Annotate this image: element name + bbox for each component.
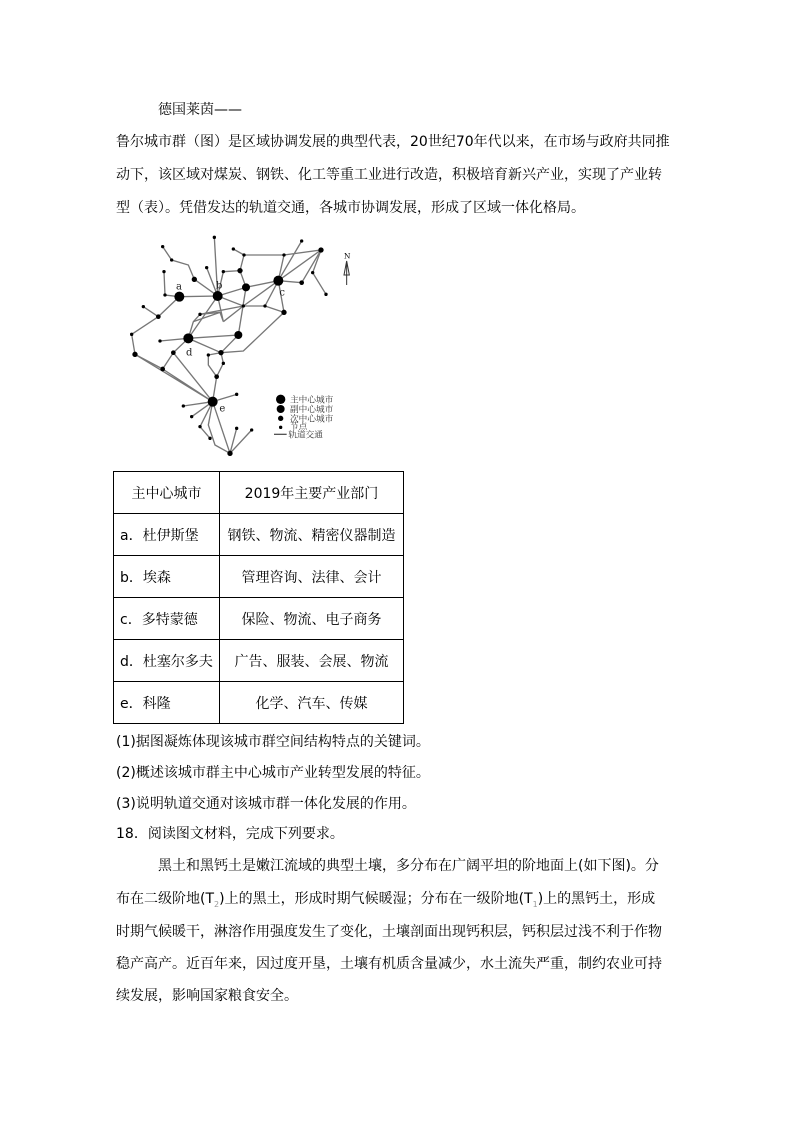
subscript: 1 bbox=[532, 899, 538, 909]
text: 布在二级阶地(T bbox=[116, 891, 215, 907]
q18-line-3: 时期气候暖干，淋溶作用强度发生了变化，土壤剖面出现钙积层，钙积层过浅不利于作物 bbox=[116, 924, 662, 940]
label-d: d bbox=[186, 347, 193, 359]
table-row bbox=[114, 640, 404, 682]
label-c: c bbox=[279, 287, 285, 299]
city-e-node bbox=[208, 397, 218, 407]
q18-line-5: 续发展，影响国家粮食安全。 bbox=[116, 988, 298, 1004]
table-row bbox=[114, 682, 404, 724]
header-city: 主中心城市 bbox=[114, 472, 220, 514]
industry-table bbox=[113, 471, 404, 724]
city-cell: a．杜伊斯堡 bbox=[114, 514, 220, 556]
industry-cell: 广告、服装、会展、物流 bbox=[220, 640, 404, 682]
city-cell: e．科隆 bbox=[114, 682, 220, 724]
legend-sub-city: 副中心城市 bbox=[290, 405, 334, 415]
table-row bbox=[114, 514, 404, 556]
legend-main-city: 主中心城市 bbox=[290, 395, 334, 406]
city-a-node bbox=[174, 292, 184, 302]
north-arrow-icon bbox=[344, 251, 351, 285]
label-a: a bbox=[176, 281, 182, 293]
section-heading: 德国莱茵—— bbox=[158, 102, 242, 118]
city-cell: c．多特蒙德 bbox=[114, 598, 220, 640]
legend-secondary-city: 次中心城市 bbox=[290, 414, 334, 425]
city-c-node bbox=[273, 276, 283, 286]
city-b-node bbox=[213, 291, 223, 301]
q18-line-1: 黑土和黑钙土是嫩江流域的典型土壤，多分布在广阔平坦的阶地面上(如下图)。分 bbox=[158, 858, 659, 874]
city-cell: b．埃森 bbox=[114, 556, 220, 598]
text: )上的黑土，形成时期气候暖湿；分布在一级阶地(T bbox=[219, 891, 533, 907]
table-row bbox=[114, 556, 404, 598]
intro-line-1: 鲁尔城市群（图）是区域协调发展的典型代表，20世纪70年代以来，在市场与政府共同推 bbox=[116, 134, 670, 150]
industry-cell: 钢铁、物流、精密仪器制造 bbox=[220, 514, 404, 556]
industry-cell: 保险、物流、电子商务 bbox=[220, 598, 404, 640]
city-cell: d．杜塞尔多夫 bbox=[114, 640, 220, 682]
question-1: (1)据图凝炼体现该城市群空间结构特点的关键词。 bbox=[116, 734, 430, 750]
map-legend bbox=[274, 393, 334, 440]
q18-line-2 bbox=[116, 889, 655, 915]
header-industry: 2019年主要产业部门 bbox=[220, 472, 404, 514]
table-header-row bbox=[114, 472, 404, 514]
label-b: b bbox=[216, 280, 223, 292]
industry-cell: 化学、汽车、传媒 bbox=[220, 682, 404, 724]
ruhr-rail-network-map bbox=[120, 225, 370, 465]
city-d-node bbox=[183, 333, 193, 343]
q18-line-4: 稳产高产。近百年来，因过度开垦，土壤有机质含量减少，水土流失严重，制约农业可持 bbox=[116, 956, 662, 972]
question-2: (2)概述该城市群主中心城市产业转型发展的特征。 bbox=[116, 765, 430, 781]
question-18-title: 18．阅读图文材料，完成下列要求。 bbox=[116, 826, 344, 842]
table-row bbox=[114, 598, 404, 640]
svg-text:N: N bbox=[344, 251, 351, 261]
industry-cell: 管理咨询、法律、会计 bbox=[220, 556, 404, 598]
intro-line-3: 型（表）。凭借发达的轨道交通，各城市协调发展，形成了区域一体化格局。 bbox=[116, 200, 585, 216]
text: )上的黑钙土，形成 bbox=[537, 891, 656, 907]
subscript: 2 bbox=[214, 899, 220, 909]
question-3: (3)说明轨道交通对该城市群一体化发展的作用。 bbox=[116, 796, 416, 812]
legend-node: 节点 bbox=[290, 422, 308, 432]
intro-line-2: 动下，该区域对煤炭、钢铁、化工等重工业进行改造，积极培育新兴产业，实现了产业转 bbox=[116, 167, 662, 183]
legend-rail: 轨道交通 bbox=[288, 430, 323, 441]
label-e: e bbox=[219, 403, 226, 415]
